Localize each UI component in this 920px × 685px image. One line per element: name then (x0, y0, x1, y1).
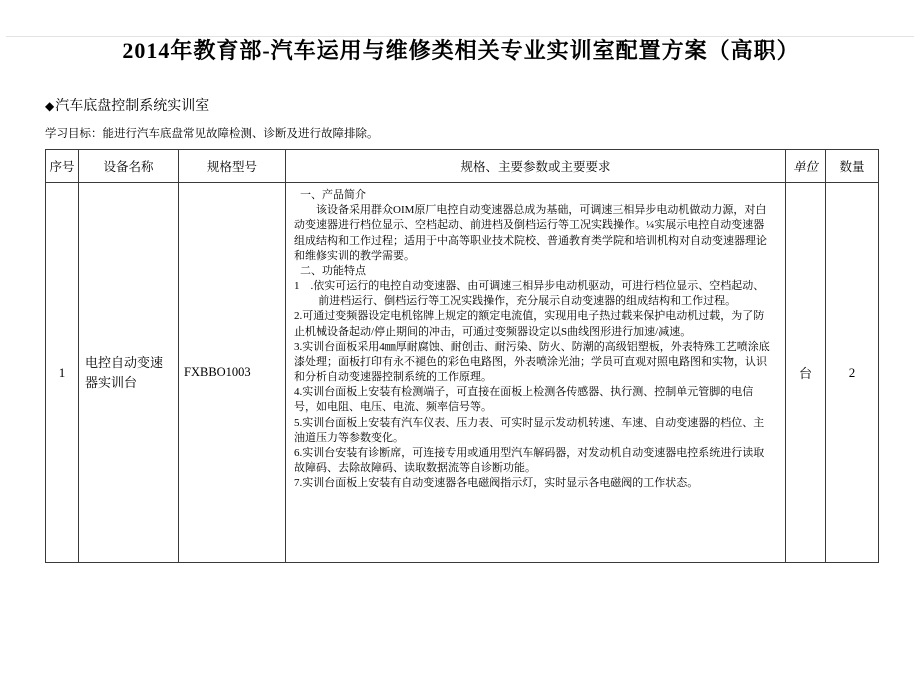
diamond-bullet-icon: ◆ (45, 99, 55, 113)
spec-feature-1: 1 .依实可运行的电控自动变速器、由可调速三相异步电动机驱动，可进行档位显示、空档起动、前进档运行、倒档运行等工况实践操作，充分展示自动变速器的组成结构和工作过程。 (294, 280, 765, 308)
spec-feature-3: 3.实训台面板采用4㎜厚耐腐蚀、耐创击、耐污染、防火、防潮的高级铝塑板，外表特殊工艺喷涂底漆处理；面板打印有永不褪色的彩色电路图，外表喷涂光油；学员可直观对照电路图和实物，认识和分析自动变速器控制系统的工作原理。 (294, 340, 770, 384)
section-header (45, 95, 877, 115)
spec-section-2-title: 二、功能特点 (300, 264, 366, 277)
spec-section-1-body: 该设备采用群众OIM原厂电控自动变速器总成为基础，可调速三相异步电动机做动力源，对白动变速器进行档位显示、空档起动、前进档及倒档运行等工况实践操作。¼实展示电控自动变速器组成结构和工作过程；适用于中高等职业技术院校、普通教育类学院和培训机构对自动变速器理论和维修实训的教学需要。 (294, 204, 767, 262)
learning-goal-text: 学习目标：能进行汽车底盘常见故障检测、诊断及进行故障排除。 (45, 128, 379, 140)
header-quantity: 数量 (826, 150, 879, 183)
document-page (0, 34, 920, 685)
spec-feature-7: 7.实训台面板上安装有自动变速器各电磁阀指示灯，实时显示各电磁阀的工作状态。 (294, 477, 699, 490)
spec-feature-2: 2.可通过变频器设定电机铭牌上规定的额定电流值，实现用电子热过载来保护电动机过载，为了防止机械设备起动/停止期间的冲击，可通过变频器设定以S曲线图形进行加速/减速。 (294, 310, 765, 338)
top-rule (6, 36, 914, 37)
cell-spec (286, 183, 786, 563)
cell-model: FXBBO1003 (179, 183, 286, 563)
cell-quantity: 2 (826, 183, 879, 563)
spec-feature-6: 6.实训台安装有诊断席，可连接专用或通用型汽车解码器，对发动机自动变速器电控系统进行读取故障码、去除故障码、读取数据流等自诊断功能。 (294, 446, 765, 475)
cell-equipment-name: 电控自动变速器实训台 (79, 183, 179, 563)
table-row (46, 183, 879, 563)
cell-index: 1 (46, 183, 79, 563)
table-header-row (46, 150, 879, 183)
spec-feature-5: 5.实训台面板上安装有汽车仪表、压力表、可实时显示发动机转速、车速、自动变速器的档位、主油道压力等参数变化。 (294, 416, 765, 444)
spec-section-1-title: 一、产品简介 (300, 189, 366, 201)
cell-unit: 台 (786, 183, 826, 563)
section-title: 汽车底盘控制系统实训室 (55, 99, 210, 114)
header-index: 序号 (46, 150, 79, 183)
equipment-table (45, 149, 879, 563)
header-model: 规格型号 (179, 150, 286, 183)
spec-feature-4: 4.实训台面板上安装有检测端子，可直接在面板上检测各传感器、执行测、控制单元管脚的电信号，如电阻、电压、电流、频率信号等。 (294, 386, 754, 414)
document-title: 2014年教育部-汽车运用与维修类相关专业实训室配置方案（高职） (122, 38, 800, 63)
header-spec: 规格、主要参数或主要要求 (286, 150, 786, 183)
header-equipment-name: 设备名称 (79, 150, 179, 183)
header-unit: 单位 (786, 150, 826, 183)
